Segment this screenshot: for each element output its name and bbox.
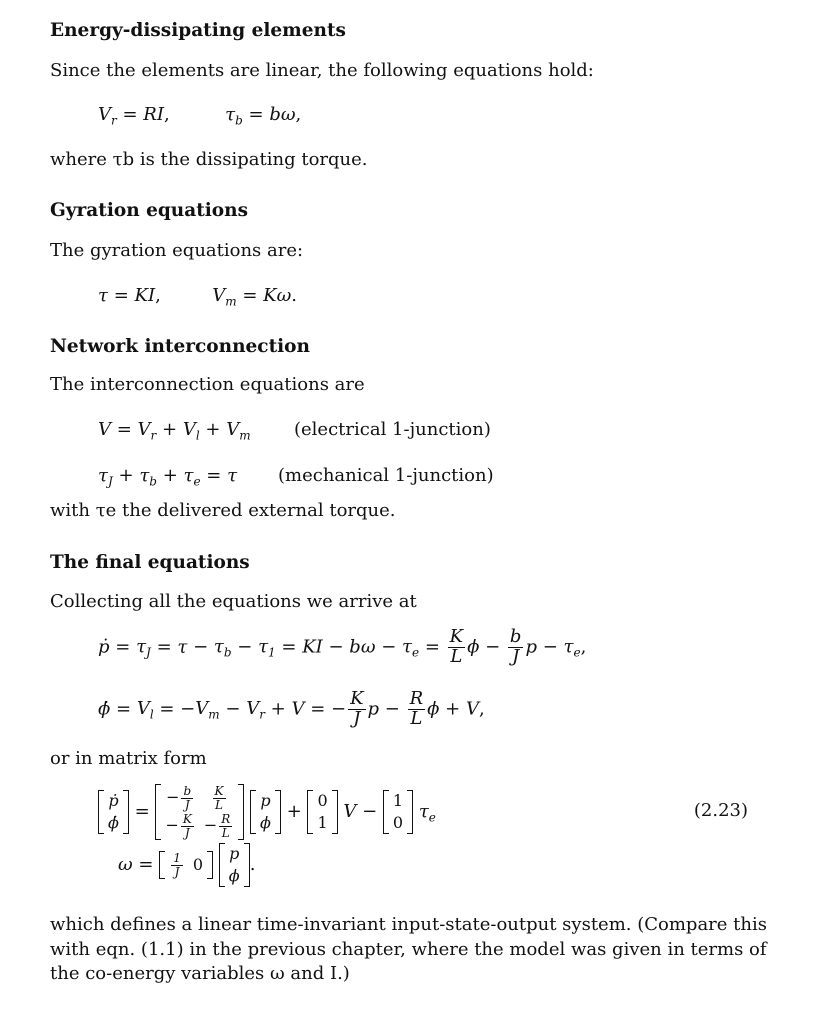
equation-p-dot: ṗ = $\tau_J = \tau - \tau_b - \tau_1$ = KI − $b\omega - \tau_e$ = $\frac{K}{L}$ ϕ − $\frac{b}{J}$ $p - \tau_e$, (98, 626, 587, 667)
paragraph-external-torque: with τe the delivered external torque. (50, 500, 396, 521)
paragraph-matrix-form: or in matrix form (50, 748, 207, 769)
paragraph-closing-line-3: the co-energy variables ω and I.) (50, 963, 350, 984)
paragraph-collecting: Collecting all the equations we arrive at (50, 591, 417, 612)
equation-mechanical-junction: $\tau_J + \tau_b + \tau_e = \tau$ (98, 465, 238, 489)
equation-dissipation: $V_r$ = RI, $\tau_b = b\omega$, (98, 104, 302, 128)
label-electrical-junction: (electrical 1-junction) (294, 419, 491, 440)
equation-gyration: τ = KI, $V_m = K\omega$. (98, 285, 298, 309)
paragraph-closing-line-1: which defines a linear time-invariant input-state-output system. (Compare this (50, 914, 767, 935)
paragraph-gyration: The gyration equations are: (50, 240, 304, 261)
equation-matrix-state: ṗ ϕ̇ = − $\frac{b}{J}$ $\frac{K}{L}$ − $\frac{K}{J}$ − $\frac{R}{L}$ p ϕ + 0 1 V − 1 0 $\tau_e$ (98, 784, 436, 840)
heading-gyration: Gyration equations (50, 200, 249, 221)
paragraph-closing-line-2: with eqn. (1.1) in the previous chapter, where the model was given in terms of (50, 939, 767, 960)
equation-electrical-junction: $V = V_r + V_l + V_m$ (98, 419, 251, 443)
equation-matrix-output: ω = $\frac{1}{J}$ 0 p ϕ . (118, 844, 256, 885)
heading-energy-dissipating: Energy-dissipating elements (50, 20, 346, 41)
heading-final-equations: The final equations (50, 552, 250, 573)
paragraph-linear-elements: Since the elements are linear, the following equations hold: (50, 60, 594, 81)
heading-network: Network interconnection (50, 336, 310, 357)
paragraph-interconnection: The interconnection equations are (50, 374, 365, 395)
paragraph-dissipating-torque: where τb is the dissipating torque. (50, 149, 368, 170)
equation-number: (2.23) (693, 800, 748, 821)
label-mechanical-junction: (mechanical 1-junction) (278, 465, 494, 486)
equation-phi-dot: ϕ̇ = $V_l = -V_m - V_r + V$ = − $\frac{K}{J}$ p − $\frac{R}{L}$ ϕ + V, (98, 688, 485, 729)
